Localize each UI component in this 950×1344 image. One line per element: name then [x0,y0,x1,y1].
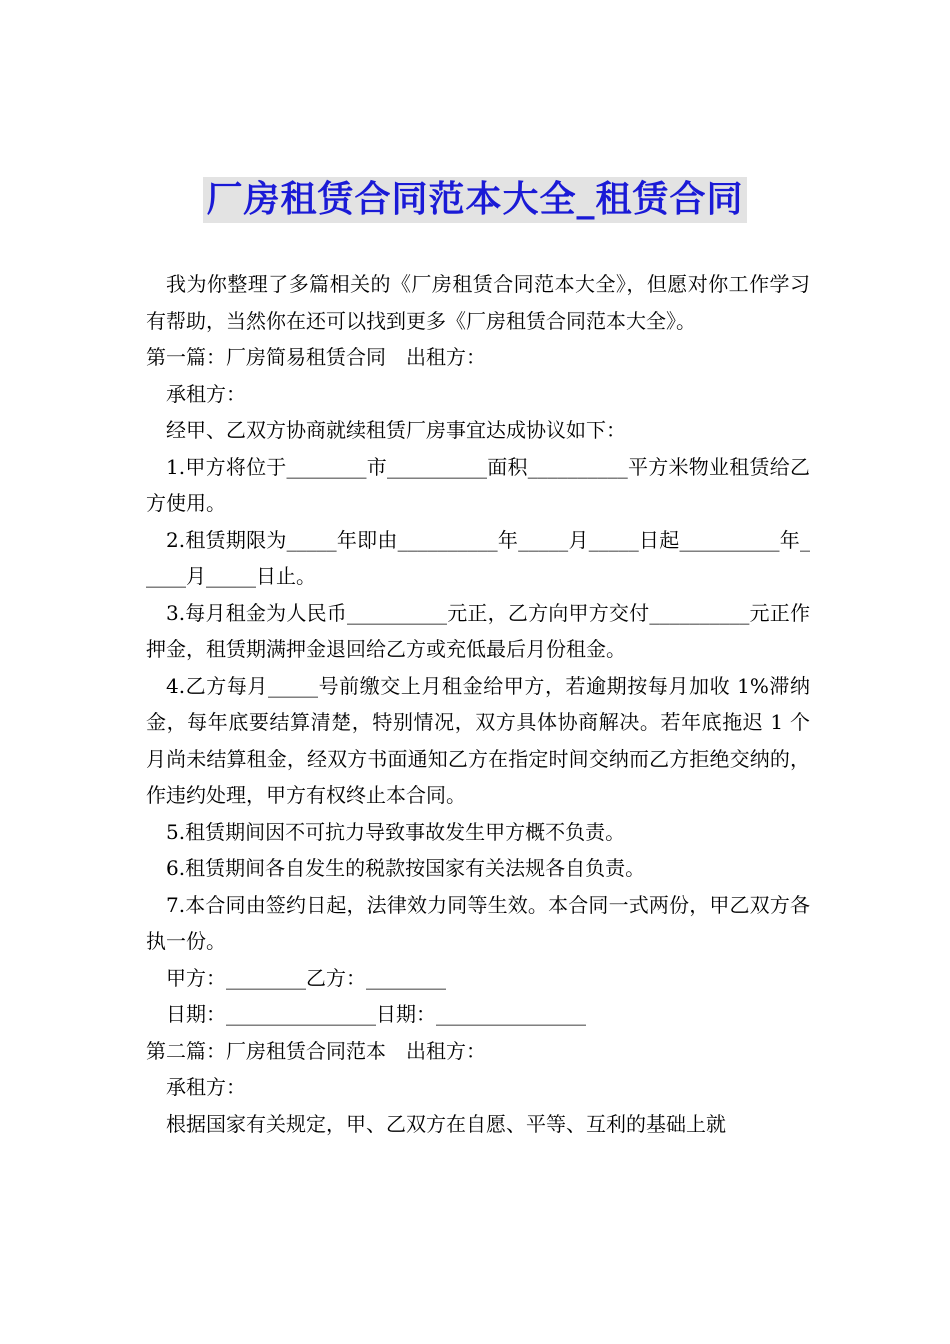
paragraph-clause-3: 3.每月租金为人民币__________元正，乙方向甲方交付__________元正作押金，租赁期满押金退回给乙方或充低最后月份租金。 [146,600,810,661]
paragraph-intro: 我为你整理了多篇相关的《厂房租赁合同范本大全》，但愿对你工作学习有帮助，当然你在还可以找到更多《厂房租赁合同范本大全》。 [146,272,810,333]
paragraph-lessee: 承租方： [166,381,246,406]
title-container [0,177,950,223]
paragraph-clause-4: 4.乙方每月_____号前缴交上月租金给甲方，若逾期按每月加收 1%滞纳金，每年底要结算清楚，特别情况，双方具体协商解决。若年底拖迟 1 个月尚未结算租金，经双方书面通知乙方在指定时间交纳而乙方拒绝交纳的，作违约处理，甲方有权终止本合同。 [146,673,810,807]
document-body [146,266,810,1142]
paragraph-clause-1: 1.甲方将位于________市__________面积__________平方米物业租赁给乙方使用。 [146,454,810,515]
paragraph-clause-6: 6.租赁期间各自发生的税款按国家有关法规各自负责。 [166,856,646,880]
paragraph-section-1-heading: 第一篇：厂房简易租赁合同 出租方： [146,345,486,369]
paragraph-clause-7: 7.本合同由签约日起，法律效力同等生效。本合同一式两份，甲乙双方各执一份。 [146,892,810,953]
paragraph-lessee-2: 承租方： [166,1075,246,1099]
paragraph-clause-2: 2.租赁期限为_____年即由__________年_____月_____日起__________年_____月_____日止。 [146,527,810,588]
document-title: 厂房租赁合同范本大全_租赁合同 [203,177,746,223]
paragraph-signatures: 甲方：________乙方：________ [166,965,446,990]
paragraph-agreement: 经甲、乙双方协商就续租赁厂房事宜达成协议如下： [166,418,626,442]
paragraph-clause-5: 5.租赁期间因不可抗力导致事故发生甲方概不负责。 [166,819,626,844]
paragraph-section-2-heading: 第二篇：厂房租赁合同范本 出租方： [146,1038,486,1063]
paragraph-dates: 日期：_______________日期：_______________ [166,1002,586,1026]
paragraph-basis: 根据国家有关规定，甲、乙双方在自愿、平等、互利的基础上就 [166,1111,726,1136]
